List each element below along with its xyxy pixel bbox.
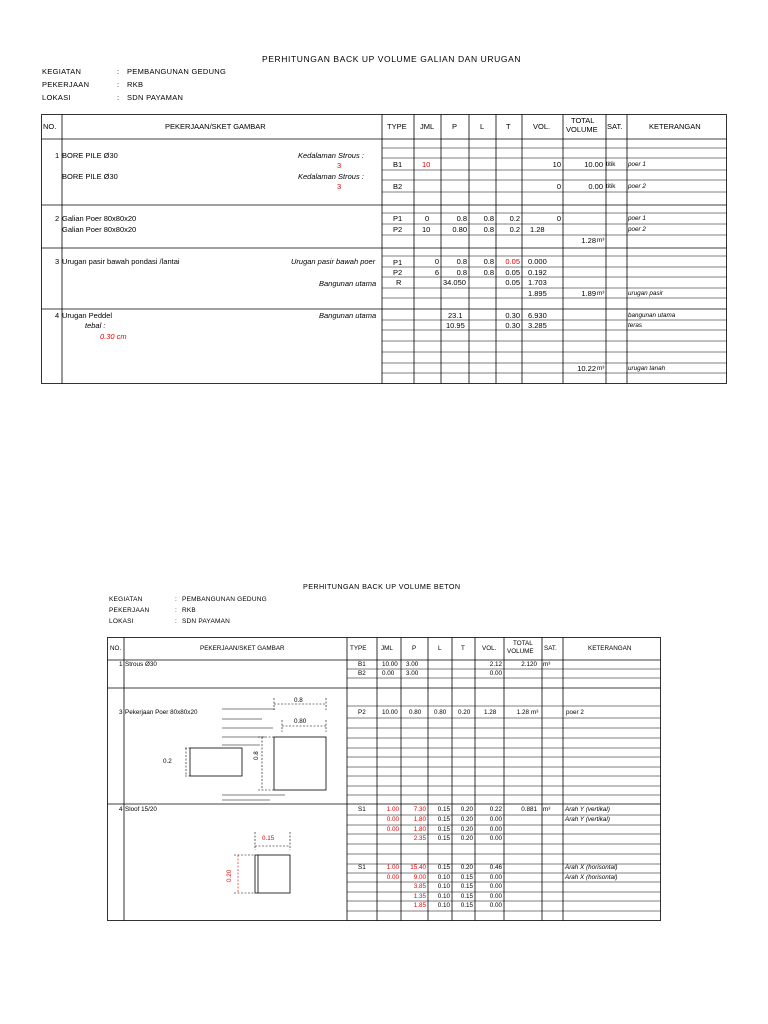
meta-label: LOKASI bbox=[42, 93, 71, 102]
item-name: Galian Poer 80x80x20 bbox=[62, 225, 137, 234]
cell-t: 0.15 bbox=[460, 883, 473, 890]
col-header-sat: SAT. bbox=[544, 645, 557, 652]
cell-type: B2 bbox=[393, 182, 403, 191]
cell-vol: 3.285 bbox=[528, 321, 547, 330]
cell-t: 0.15 bbox=[460, 893, 473, 900]
cell-l: 0.10 bbox=[437, 874, 450, 881]
cell-type: S1 bbox=[358, 806, 366, 813]
doc1-title: PERHITUNGAN BACK UP VOLUME GALIAN DAN URUGAN bbox=[262, 54, 522, 64]
cell-vol: 0.00 bbox=[489, 893, 502, 900]
cell-t: 0.05 bbox=[505, 268, 520, 277]
cell-total: 2.120 bbox=[521, 661, 537, 668]
item-name: Strous Ø30 bbox=[125, 661, 157, 668]
sketch-dim: 0.15 bbox=[262, 835, 275, 842]
col-header-t: T bbox=[461, 645, 465, 652]
cell-p: 3.00 bbox=[406, 670, 419, 677]
doc2-title: PERHITUNGAN BACK UP VOLUME BETON bbox=[303, 582, 461, 591]
cell-p: 23.1 bbox=[448, 311, 463, 320]
col-header-jml: JML bbox=[420, 122, 435, 131]
col-header-p: P bbox=[452, 122, 458, 131]
cell-p: 0.8 bbox=[456, 214, 467, 223]
sketch-dim: 0.2 bbox=[163, 758, 172, 765]
cell-t: 0.30 bbox=[505, 321, 520, 330]
col-header-type: TYPE bbox=[350, 645, 367, 652]
tebal-value: 0.30 cm bbox=[100, 332, 127, 341]
cell-l: 0.10 bbox=[437, 902, 450, 909]
cell-jml: 0 bbox=[434, 257, 439, 266]
meta-label: PEKERJAAN bbox=[42, 80, 90, 89]
cell-jml: 1.00 bbox=[386, 806, 399, 813]
cell-jml: 6 bbox=[434, 268, 439, 277]
meta-value: PEMBANGUNAN GEDUNG bbox=[127, 67, 227, 76]
cell-vol: 2.12 bbox=[489, 661, 502, 668]
cell-p: 1.80 bbox=[413, 816, 426, 823]
meta-sep: : bbox=[117, 80, 120, 89]
meta-label: LOKASI bbox=[109, 618, 134, 625]
cell-vol: 0.192 bbox=[528, 268, 547, 277]
cell-jml: 1.00 bbox=[386, 864, 399, 871]
cell-l: 0.15 bbox=[437, 864, 450, 871]
meta-label: KEGIATAN bbox=[109, 596, 143, 603]
cell-total: 10.00 bbox=[584, 160, 603, 169]
item-name: BORE PILE Ø30 bbox=[62, 172, 118, 181]
cell-sat: m³ bbox=[597, 237, 605, 244]
col-header-p: P bbox=[412, 645, 417, 652]
cell-p: 15.40 bbox=[410, 864, 426, 871]
cell-sat: m³ bbox=[543, 661, 551, 668]
meta-sep: : bbox=[117, 93, 120, 102]
cell-ket: poer 1 bbox=[628, 161, 646, 168]
cell-vol: 10 bbox=[552, 160, 561, 169]
cell-type: P2 bbox=[393, 225, 403, 234]
col-header-work: PEKERJAAN/SKET GAMBAR bbox=[165, 122, 266, 131]
meta-label: PEKERJAAN bbox=[109, 607, 150, 614]
depth-value: 3 bbox=[337, 161, 342, 170]
row-number: 3 bbox=[119, 709, 123, 716]
cell-p: 10.95 bbox=[446, 321, 465, 330]
cell-jml: 0 bbox=[425, 214, 430, 223]
meta-value: RKB bbox=[182, 607, 196, 614]
cell-ket: bangunan utama bbox=[628, 312, 676, 319]
cell-l: 0.80 bbox=[434, 709, 447, 716]
tebal-label: tebal : bbox=[85, 321, 106, 330]
cell-l: 0.15 bbox=[437, 826, 450, 833]
cell-jml: 10.00 bbox=[382, 709, 398, 716]
meta-label: KEGIATAN bbox=[42, 67, 82, 76]
cell-vol: 0.00 bbox=[489, 883, 502, 890]
cell-total: 1.89 bbox=[581, 289, 596, 298]
cell-total: 0.881 bbox=[521, 806, 537, 813]
cell-total: 1.28 bbox=[581, 236, 596, 245]
cell-total: 0.00 bbox=[588, 182, 603, 191]
cell-type: P1 bbox=[393, 214, 403, 223]
cell-vol: 1.28 bbox=[530, 225, 545, 234]
cell-type: B2 bbox=[358, 670, 366, 677]
col-header-no: NO. bbox=[43, 122, 57, 131]
cell-p: 0.80 bbox=[409, 709, 422, 716]
meta-sep: : bbox=[175, 618, 178, 625]
row-number: 1 bbox=[55, 151, 60, 160]
row-number: 4 bbox=[55, 311, 60, 320]
cell-l: 0.10 bbox=[437, 883, 450, 890]
cell-p: 1.80 bbox=[413, 826, 426, 833]
cell-t: 0.30 bbox=[505, 311, 520, 320]
cell-vol: 0.46 bbox=[489, 864, 502, 871]
row-number: 1 bbox=[119, 661, 123, 668]
meta-sep: : bbox=[117, 67, 120, 76]
cell-jml: 10 bbox=[422, 225, 431, 234]
cell-type: P2 bbox=[358, 709, 366, 716]
cell-vol: 1.703 bbox=[528, 278, 547, 287]
cell-t: 0.05 bbox=[505, 278, 520, 287]
cell-jml: 0.00 bbox=[386, 874, 399, 881]
col-header-total: TOTAL bbox=[513, 640, 533, 647]
item-note: Bangunan utama bbox=[319, 311, 377, 320]
cell-t: 0.15 bbox=[460, 874, 473, 881]
cell-vol: 0.00 bbox=[489, 670, 502, 677]
cell-vol: 0.00 bbox=[489, 902, 502, 909]
meta-value: SDN PAYAMAN bbox=[182, 618, 231, 625]
item-name: Urugan Peddel bbox=[62, 311, 113, 320]
cell-t: 0.20 bbox=[458, 709, 471, 716]
cell-p: 3.00 bbox=[406, 661, 419, 668]
cell-l: 0.10 bbox=[437, 893, 450, 900]
cell-ket: poer 1 bbox=[628, 215, 646, 222]
cell-p: 3.85 bbox=[413, 883, 426, 890]
meta-value: RKB bbox=[127, 80, 144, 89]
cell-l: 0.8 bbox=[483, 225, 494, 234]
cell-t: 0.2 bbox=[509, 225, 520, 234]
cell-jml: 0.00 bbox=[386, 826, 399, 833]
cell-jml: 10 bbox=[422, 160, 431, 169]
col-header-l: L bbox=[438, 645, 442, 652]
cell-ket: urugan pasir bbox=[628, 290, 664, 297]
cell-vol: 0 bbox=[556, 214, 561, 223]
cell-vol: 0.22 bbox=[489, 806, 502, 813]
col-header-jml: JML bbox=[381, 645, 393, 652]
cell-ket: poer 2 bbox=[566, 709, 584, 716]
cell-p: 9.00 bbox=[413, 874, 426, 881]
cell-type: P2 bbox=[393, 268, 403, 277]
cell-sat: m³ bbox=[597, 365, 605, 372]
cell-type: P1 bbox=[393, 258, 403, 267]
cell-p: 2.35 bbox=[413, 835, 426, 842]
col-header-no: NO. bbox=[110, 645, 122, 652]
cell-t: 0.20 bbox=[460, 826, 473, 833]
meta-sep: : bbox=[175, 596, 178, 603]
row-number: 4 bbox=[119, 806, 123, 813]
cell-vol: 6.930 bbox=[528, 311, 547, 320]
cell-jml: 0.00 bbox=[382, 670, 395, 677]
cell-ket: poer 2 bbox=[628, 183, 646, 190]
cell-t: 0.2 bbox=[509, 214, 520, 223]
cell-vol: 1.895 bbox=[528, 289, 547, 298]
col-header-vol: VOL. bbox=[533, 122, 551, 131]
col-header-type: TYPE bbox=[387, 122, 407, 131]
sketch-dim: 0.20 bbox=[226, 869, 233, 882]
cell-p: 1.35 bbox=[413, 893, 426, 900]
sketch-dim: 0.8 bbox=[294, 697, 303, 704]
cell-p: 34.050 bbox=[443, 278, 466, 287]
cell-l: 0.8 bbox=[483, 257, 494, 266]
cell-vol: 0.000 bbox=[528, 257, 547, 266]
cell-type: B1 bbox=[393, 160, 403, 169]
meta-sep: : bbox=[175, 607, 178, 614]
row-number: 3 bbox=[55, 257, 60, 266]
col-header-vol: VOL. bbox=[482, 645, 497, 652]
item-note: Urugan pasir bawah poer bbox=[291, 257, 376, 266]
cell-ket: urugan tanah bbox=[628, 365, 666, 372]
cell-p: 7.30 bbox=[413, 806, 426, 813]
cell-sat: m³ bbox=[597, 290, 605, 297]
cell-total: 10.22 bbox=[577, 364, 596, 373]
col-header-total: TOTAL bbox=[571, 116, 595, 125]
cell-ket: teras bbox=[628, 322, 642, 329]
cell-l: 0.15 bbox=[437, 806, 450, 813]
cell-sat: titik bbox=[606, 183, 616, 190]
meta-value: SDN PAYAMAN bbox=[127, 93, 184, 102]
item-name: Galian Poer 80x80x20 bbox=[62, 214, 137, 223]
col-header-volume: VOLUME bbox=[507, 648, 534, 655]
col-header-l: L bbox=[480, 122, 485, 131]
item-name: Urugan pasir bawah pondasi /lantai bbox=[62, 257, 180, 266]
cell-l: 0.8 bbox=[483, 214, 494, 223]
cell-sat: m³ bbox=[543, 806, 551, 813]
cell-l: 0.8 bbox=[483, 268, 494, 277]
cell-sat: m³ bbox=[531, 709, 539, 716]
cell-ket: Arah Y (vertikal) bbox=[565, 816, 610, 823]
col-header-t: T bbox=[506, 122, 511, 131]
cell-t: 0.20 bbox=[460, 864, 473, 871]
cell-type: S1 bbox=[358, 864, 366, 871]
cell-jml: 0.00 bbox=[386, 816, 399, 823]
cell-p: 1.85 bbox=[413, 902, 426, 909]
cell-type: R bbox=[396, 278, 402, 287]
cell-p: 0.8 bbox=[456, 268, 467, 277]
cell-t: 0.20 bbox=[460, 816, 473, 823]
col-header-ket: KETERANGAN bbox=[649, 122, 701, 131]
meta-value: PEMBANGUNAN GEDUNG bbox=[182, 596, 267, 603]
cell-vol: 0 bbox=[556, 182, 561, 191]
cell-l: 0.15 bbox=[437, 816, 450, 823]
row-number: 2 bbox=[55, 214, 60, 223]
cell-vol: 0.00 bbox=[489, 874, 502, 881]
col-header-volume: VOLUME bbox=[566, 125, 598, 134]
cell-sat: titik bbox=[606, 161, 616, 168]
col-header-ket: KETERANGAN bbox=[588, 645, 632, 652]
cell-p: 0.8 bbox=[456, 257, 467, 266]
item-name: Sloof 15/20 bbox=[125, 806, 157, 813]
sketch-dim: 0.8 bbox=[253, 751, 260, 760]
cell-t: 0.05 bbox=[505, 257, 520, 266]
cell-total: 1.28 bbox=[516, 709, 529, 716]
cell-p: 0.80 bbox=[452, 225, 467, 234]
item-name: Pekerjaan Poer 80x80x20 bbox=[125, 709, 198, 716]
item-note: Bangunan utama bbox=[319, 279, 377, 288]
cell-jml: 10.00 bbox=[382, 661, 398, 668]
cell-vol: 0.00 bbox=[489, 835, 502, 842]
cell-ket: poer 2 bbox=[628, 226, 646, 233]
col-header-work: PEKERJAAN/SKET GAMBAR bbox=[200, 645, 285, 652]
depth-value: 3 bbox=[337, 182, 342, 191]
cell-ket: Arah Y (vertikal) bbox=[565, 806, 610, 813]
cell-vol: 0.00 bbox=[489, 826, 502, 833]
cell-ket: Arah X (horisontal) bbox=[565, 864, 618, 871]
sketch-dim: 0.80 bbox=[294, 718, 307, 725]
cell-t: 0.20 bbox=[460, 835, 473, 842]
cell-t: 0.15 bbox=[460, 902, 473, 909]
cell-t: 0.20 bbox=[460, 806, 473, 813]
poer-sketch bbox=[185, 698, 326, 800]
item-name: BORE PILE Ø30 bbox=[62, 151, 118, 160]
cell-type: B1 bbox=[358, 661, 366, 668]
item-note: Kedalaman Strous : bbox=[298, 151, 364, 160]
cell-l: 0.15 bbox=[437, 835, 450, 842]
item-note: Kedalaman Strous : bbox=[298, 172, 364, 181]
col-header-sat: SAT. bbox=[607, 122, 623, 131]
cell-vol: 1.28 bbox=[484, 709, 497, 716]
cell-ket: Arah X (horisontal) bbox=[565, 874, 618, 881]
cell-vol: 0.00 bbox=[489, 816, 502, 823]
